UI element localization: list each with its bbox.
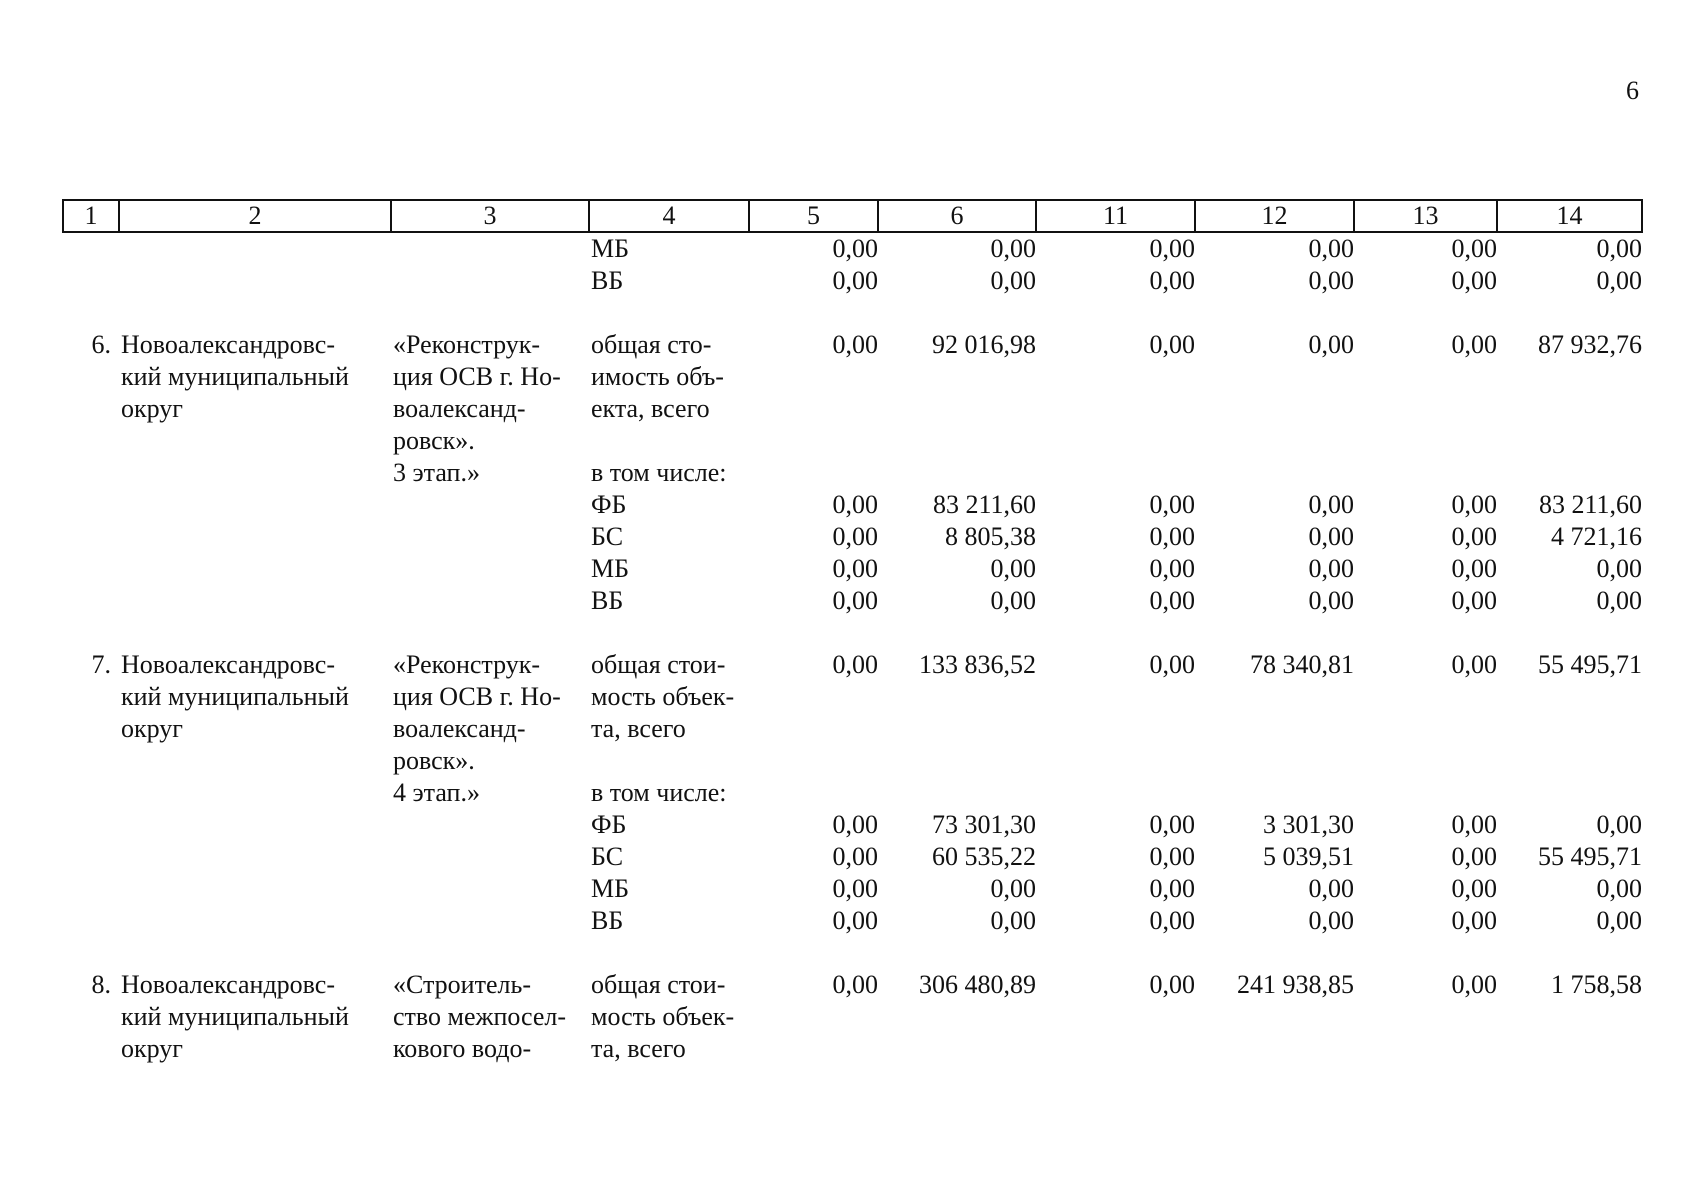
page-number: 6 — [1626, 76, 1639, 105]
object-line: воалександ- — [393, 714, 526, 743]
value-cell: 0,00 — [832, 842, 878, 871]
value-cell: 5 039,51 — [1263, 842, 1354, 871]
object-line: воалександ- — [393, 394, 526, 423]
including-label: в том числе: — [591, 458, 727, 487]
funding-type: ВБ — [591, 266, 624, 295]
entry-index: 6. — [91, 330, 111, 359]
budget-table — [62, 199, 1643, 1065]
value-cell: 0,00 — [1451, 906, 1497, 935]
value-cell: 0,00 — [1596, 810, 1642, 839]
table-row — [63, 905, 1642, 937]
value-cell: 0,00 — [1149, 906, 1195, 935]
funding-type: ФБ — [591, 490, 627, 519]
funding-type: МБ — [591, 874, 630, 903]
value-cell: 0,00 — [1451, 554, 1497, 583]
municipality-cell — [119, 969, 391, 1065]
value-cell: 0,00 — [1149, 874, 1195, 903]
value-cell: 0,00 — [1451, 650, 1497, 679]
municipality-line: округ — [121, 394, 183, 423]
value-cell: 0,00 — [832, 970, 878, 999]
value-cell: 3 301,30 — [1263, 810, 1354, 839]
value-cell: 4 721,16 — [1551, 522, 1642, 551]
value-cell: 0,00 — [1451, 810, 1497, 839]
funding-type: ВБ — [591, 906, 624, 935]
value-cell: 0,00 — [1308, 586, 1354, 615]
value-cell: 0,00 — [1451, 842, 1497, 871]
value-cell: 0,00 — [990, 554, 1036, 583]
value-cell: 0,00 — [1308, 906, 1354, 935]
value-cell: 0,00 — [1596, 586, 1642, 615]
column-header: 3 — [391, 200, 589, 232]
object-line: кового водо- — [393, 1034, 532, 1063]
table-row — [63, 265, 1642, 297]
table-row — [63, 809, 1642, 841]
label-line: екта, всего — [591, 394, 710, 423]
column-header: 6 — [878, 200, 1036, 232]
object-line: «Реконструк- — [393, 330, 541, 359]
value-cell: 0,00 — [832, 330, 878, 359]
value-cell: 0,00 — [1308, 330, 1354, 359]
value-cell: 133 836,52 — [919, 650, 1036, 679]
value-cell: 78 340,81 — [1250, 650, 1354, 679]
funding-type: МБ — [591, 554, 630, 583]
label-line: имость объ- — [591, 362, 724, 391]
column-header: 1 — [63, 200, 119, 232]
value-cell: 0,00 — [832, 650, 878, 679]
value-cell: 0,00 — [832, 234, 878, 263]
value-cell: 0,00 — [1451, 266, 1497, 295]
municipality-line: округ — [121, 1034, 183, 1063]
value-cell: 0,00 — [832, 586, 878, 615]
column-header: 14 — [1497, 200, 1642, 232]
object-line: «Строитель- — [393, 970, 531, 999]
municipality-line: кий муниципальный — [121, 682, 349, 711]
value-cell: 0,00 — [832, 522, 878, 551]
including-label: в том числе: — [591, 778, 727, 807]
value-cell: 0,00 — [1149, 330, 1195, 359]
table-row — [63, 649, 1642, 777]
object-line: 4 этап.» — [393, 778, 480, 807]
value-cell: 0,00 — [990, 874, 1036, 903]
label-line: общая стои- — [591, 970, 726, 999]
table-header-row — [63, 200, 1642, 232]
municipality-cell — [119, 649, 391, 809]
value-cell: 55 495,71 — [1538, 650, 1642, 679]
value-cell: 0,00 — [1596, 234, 1642, 263]
funding-type: БС — [591, 522, 624, 551]
value-cell: 0,00 — [1149, 234, 1195, 263]
total-label — [589, 329, 749, 457]
funding-type: БС — [591, 842, 624, 871]
table-row — [63, 553, 1642, 585]
value-cell: 0,00 — [832, 874, 878, 903]
label-line: общая сто- — [591, 330, 712, 359]
value-cell: 83 211,60 — [1538, 490, 1642, 519]
object-cell — [391, 329, 589, 489]
value-cell: 0,00 — [832, 490, 878, 519]
funding-type: ВБ — [591, 586, 624, 615]
object-line: ция ОСВ г. Но- — [393, 362, 561, 391]
value-cell: 0,00 — [1149, 554, 1195, 583]
table-row — [63, 232, 1642, 265]
table-row — [63, 841, 1642, 873]
table-row — [63, 969, 1642, 1065]
funding-type: МБ — [591, 234, 630, 263]
object-line: «Реконструк- — [393, 650, 541, 679]
label-line: та, всего — [591, 714, 686, 743]
value-cell: 0,00 — [1149, 266, 1195, 295]
value-cell: 60 535,22 — [932, 842, 1036, 871]
value-cell: 0,00 — [1308, 874, 1354, 903]
value-cell: 0,00 — [832, 554, 878, 583]
entry-index: 7. — [91, 650, 111, 679]
entry-index: 8. — [91, 970, 111, 999]
value-cell: 0,00 — [1451, 586, 1497, 615]
label-line: мость объек- — [591, 1002, 735, 1031]
object-cell — [391, 649, 589, 809]
value-cell: 0,00 — [1596, 874, 1642, 903]
column-header: 13 — [1354, 200, 1497, 232]
value-cell: 0,00 — [990, 266, 1036, 295]
value-cell: 0,00 — [1451, 490, 1497, 519]
value-cell: 55 495,71 — [1538, 842, 1642, 871]
value-cell: 241 938,85 — [1237, 970, 1354, 999]
object-cell — [391, 969, 589, 1065]
value-cell: 0,00 — [832, 906, 878, 935]
value-cell: 0,00 — [990, 586, 1036, 615]
value-cell: 73 301,30 — [932, 810, 1036, 839]
column-header: 11 — [1036, 200, 1195, 232]
value-cell: 0,00 — [990, 234, 1036, 263]
value-cell: 1 758,58 — [1551, 970, 1642, 999]
value-cell: 83 211,60 — [932, 490, 1036, 519]
municipality-line: кий муниципальный — [121, 1002, 349, 1031]
value-cell: 0,00 — [832, 266, 878, 295]
value-cell: 0,00 — [1308, 522, 1354, 551]
value-cell: 0,00 — [1149, 490, 1195, 519]
municipality-line: Новоалександровс- — [121, 330, 336, 359]
label-line: общая стои- — [591, 650, 726, 679]
value-cell: 87 932,76 — [1538, 330, 1642, 359]
table-row — [63, 329, 1642, 457]
object-line: ровск». — [393, 426, 475, 455]
value-cell: 0,00 — [1308, 266, 1354, 295]
value-cell: 306 480,89 — [919, 970, 1036, 999]
table-row — [63, 585, 1642, 617]
total-label — [589, 969, 749, 1065]
value-cell: 92 016,98 — [932, 330, 1036, 359]
label-line: та, всего — [591, 1034, 686, 1063]
object-line: ство межпосел- — [393, 1002, 567, 1031]
column-header: 2 — [119, 200, 391, 232]
value-cell: 0,00 — [1308, 490, 1354, 519]
table-row — [63, 489, 1642, 521]
value-cell: 0,00 — [1149, 970, 1195, 999]
value-cell: 0,00 — [1149, 522, 1195, 551]
municipality-line: Новоалександровс- — [121, 650, 336, 679]
label-line: мость объек- — [591, 682, 735, 711]
municipality-line: округ — [121, 714, 183, 743]
value-cell: 0,00 — [1308, 554, 1354, 583]
value-cell: 8 805,38 — [945, 522, 1036, 551]
value-cell: 0,00 — [1451, 234, 1497, 263]
value-cell: 0,00 — [1149, 810, 1195, 839]
object-line: 3 этап.» — [393, 458, 480, 487]
column-header: 5 — [749, 200, 878, 232]
object-line: ция ОСВ г. Но- — [393, 682, 561, 711]
value-cell: 0,00 — [1149, 650, 1195, 679]
value-cell: 0,00 — [1451, 874, 1497, 903]
municipality-line: кий муниципальный — [121, 362, 349, 391]
value-cell: 0,00 — [1149, 586, 1195, 615]
table-row — [63, 521, 1642, 553]
object-line: ровск». — [393, 746, 475, 775]
funding-type: ФБ — [591, 810, 627, 839]
municipality-cell — [119, 329, 391, 489]
column-header: 12 — [1195, 200, 1354, 232]
total-label — [589, 649, 749, 777]
municipality-line: Новоалександровс- — [121, 970, 336, 999]
value-cell: 0,00 — [1596, 906, 1642, 935]
value-cell: 0,00 — [1451, 970, 1497, 999]
value-cell: 0,00 — [1149, 842, 1195, 871]
value-cell: 0,00 — [1596, 554, 1642, 583]
value-cell: 0,00 — [1308, 234, 1354, 263]
value-cell: 0,00 — [990, 906, 1036, 935]
value-cell: 0,00 — [1451, 522, 1497, 551]
column-header: 4 — [589, 200, 749, 232]
value-cell: 0,00 — [1596, 266, 1642, 295]
table-row — [63, 873, 1642, 905]
value-cell: 0,00 — [1451, 330, 1497, 359]
value-cell: 0,00 — [832, 810, 878, 839]
